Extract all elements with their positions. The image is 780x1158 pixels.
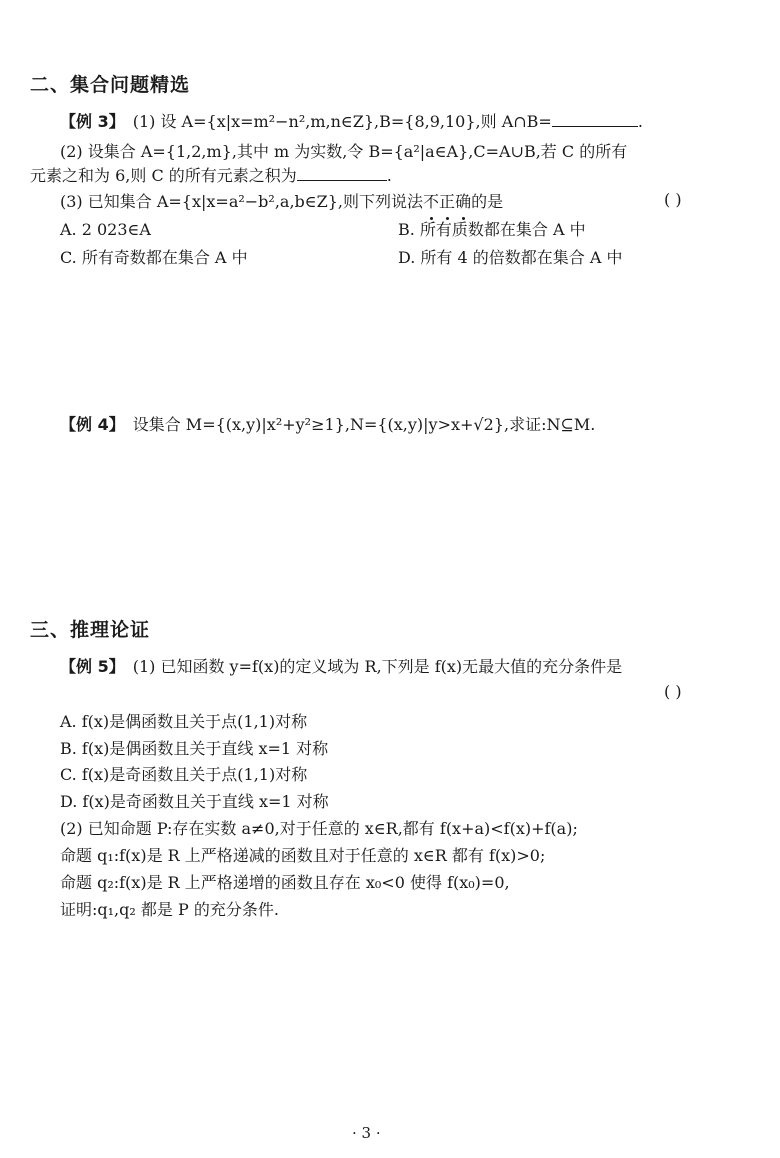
example-3-part-2-line-2-text: 元素之和为 6,则 C 的所有元素之积为 xyxy=(30,166,297,185)
example-3-part-3-text-end: 的是 xyxy=(471,192,504,211)
section-heading-reasoning: 三、推理论证 xyxy=(30,619,151,641)
option-a-ex5: A. f(x)是偶函数且关于点(1,1)对称 xyxy=(60,712,308,731)
option-c-ex3: C. 所有奇数都在集合 A 中 xyxy=(60,248,248,267)
example-5-part-2-line-4: 证明:q₁,q₂ 都是 P 的充分条件. xyxy=(60,900,279,919)
option-a-ex3: A. 2 023∈A xyxy=(60,220,151,239)
emphasis-char-2: 正 xyxy=(439,190,455,214)
example-4-text: 设集合 M={(x,y)|x²+y²≥1},N={(x,y)|y>x+√2},求证:N⊆M. xyxy=(132,415,596,434)
section-heading-sets: 二、集合问题精选 xyxy=(30,74,191,96)
option-b-ex5: B. f(x)是偶函数且关于直线 x=1 对称 xyxy=(60,739,329,758)
example-5-part-2-line-1: (2) 已知命题 P:存在实数 a≠0,对于任意的 x∈R,都有 f(x+a)<f(x)+f(a); xyxy=(60,819,578,838)
example-3-part-1-end: . xyxy=(637,112,643,131)
example-3-part-1 xyxy=(60,110,643,134)
option-b-ex3: B. 所有质数都在集合 A 中 xyxy=(398,220,586,239)
answer-paren-ex3[interactable]: ( ) xyxy=(664,190,682,209)
option-d-ex5: D. f(x)是奇函数且关于直线 x=1 对称 xyxy=(60,792,329,811)
example-3-part-2-end: . xyxy=(386,166,392,185)
example-3-part-3-text: (3) 已知集合 A={x|x=a²−b²,a,b∈Z},则下列说法 xyxy=(60,192,424,211)
answer-blank-2[interactable] xyxy=(297,164,387,181)
emphasis-char-1: 不 xyxy=(423,190,439,214)
example-3-label: 【例 3】 xyxy=(60,112,125,131)
example-4 xyxy=(60,413,595,437)
example-3-part-3 xyxy=(60,190,503,214)
emphasis-char-3: 确 xyxy=(455,190,471,214)
answer-paren-ex5[interactable]: ( ) xyxy=(664,682,682,701)
option-c-ex5: C. f(x)是奇函数且关于点(1,1)对称 xyxy=(60,765,308,784)
example-5-label: 【例 5】 xyxy=(60,657,125,676)
example-5-part-1-text: (1) 已知函数 y=f(x)的定义域为 R,下列是 f(x)无最大值的充分条件是 xyxy=(132,657,623,676)
example-3-part-2-line-2 xyxy=(30,164,392,188)
example-5-part-2-line-3: 命题 q₂:f(x)是 R 上严格递增的函数且存在 x₀<0 使得 f(x₀)=0, xyxy=(60,873,510,892)
answer-blank-1[interactable] xyxy=(552,110,638,127)
example-3-part-1-text: (1) 设 A={x|x=m²−n²,m,n∈Z},B={8,9,10},则 A∩B= xyxy=(132,112,552,131)
example-3-part-2-line-1: (2) 设集合 A={1,2,m},其中 m 为实数,令 B={a²|a∈A},C=A∪B,若 C 的所有 xyxy=(60,142,628,161)
example-4-label: 【例 4】 xyxy=(60,415,125,434)
example-5-part-2-line-2: 命题 q₁:f(x)是 R 上严格递减的函数且对于任意的 x∈R 都有 f(x)>0; xyxy=(60,846,546,865)
example-5-part-1 xyxy=(60,655,622,679)
option-d-ex3: D. 所有 4 的倍数都在集合 A 中 xyxy=(398,248,623,267)
page-number: · 3 · xyxy=(352,1124,381,1142)
